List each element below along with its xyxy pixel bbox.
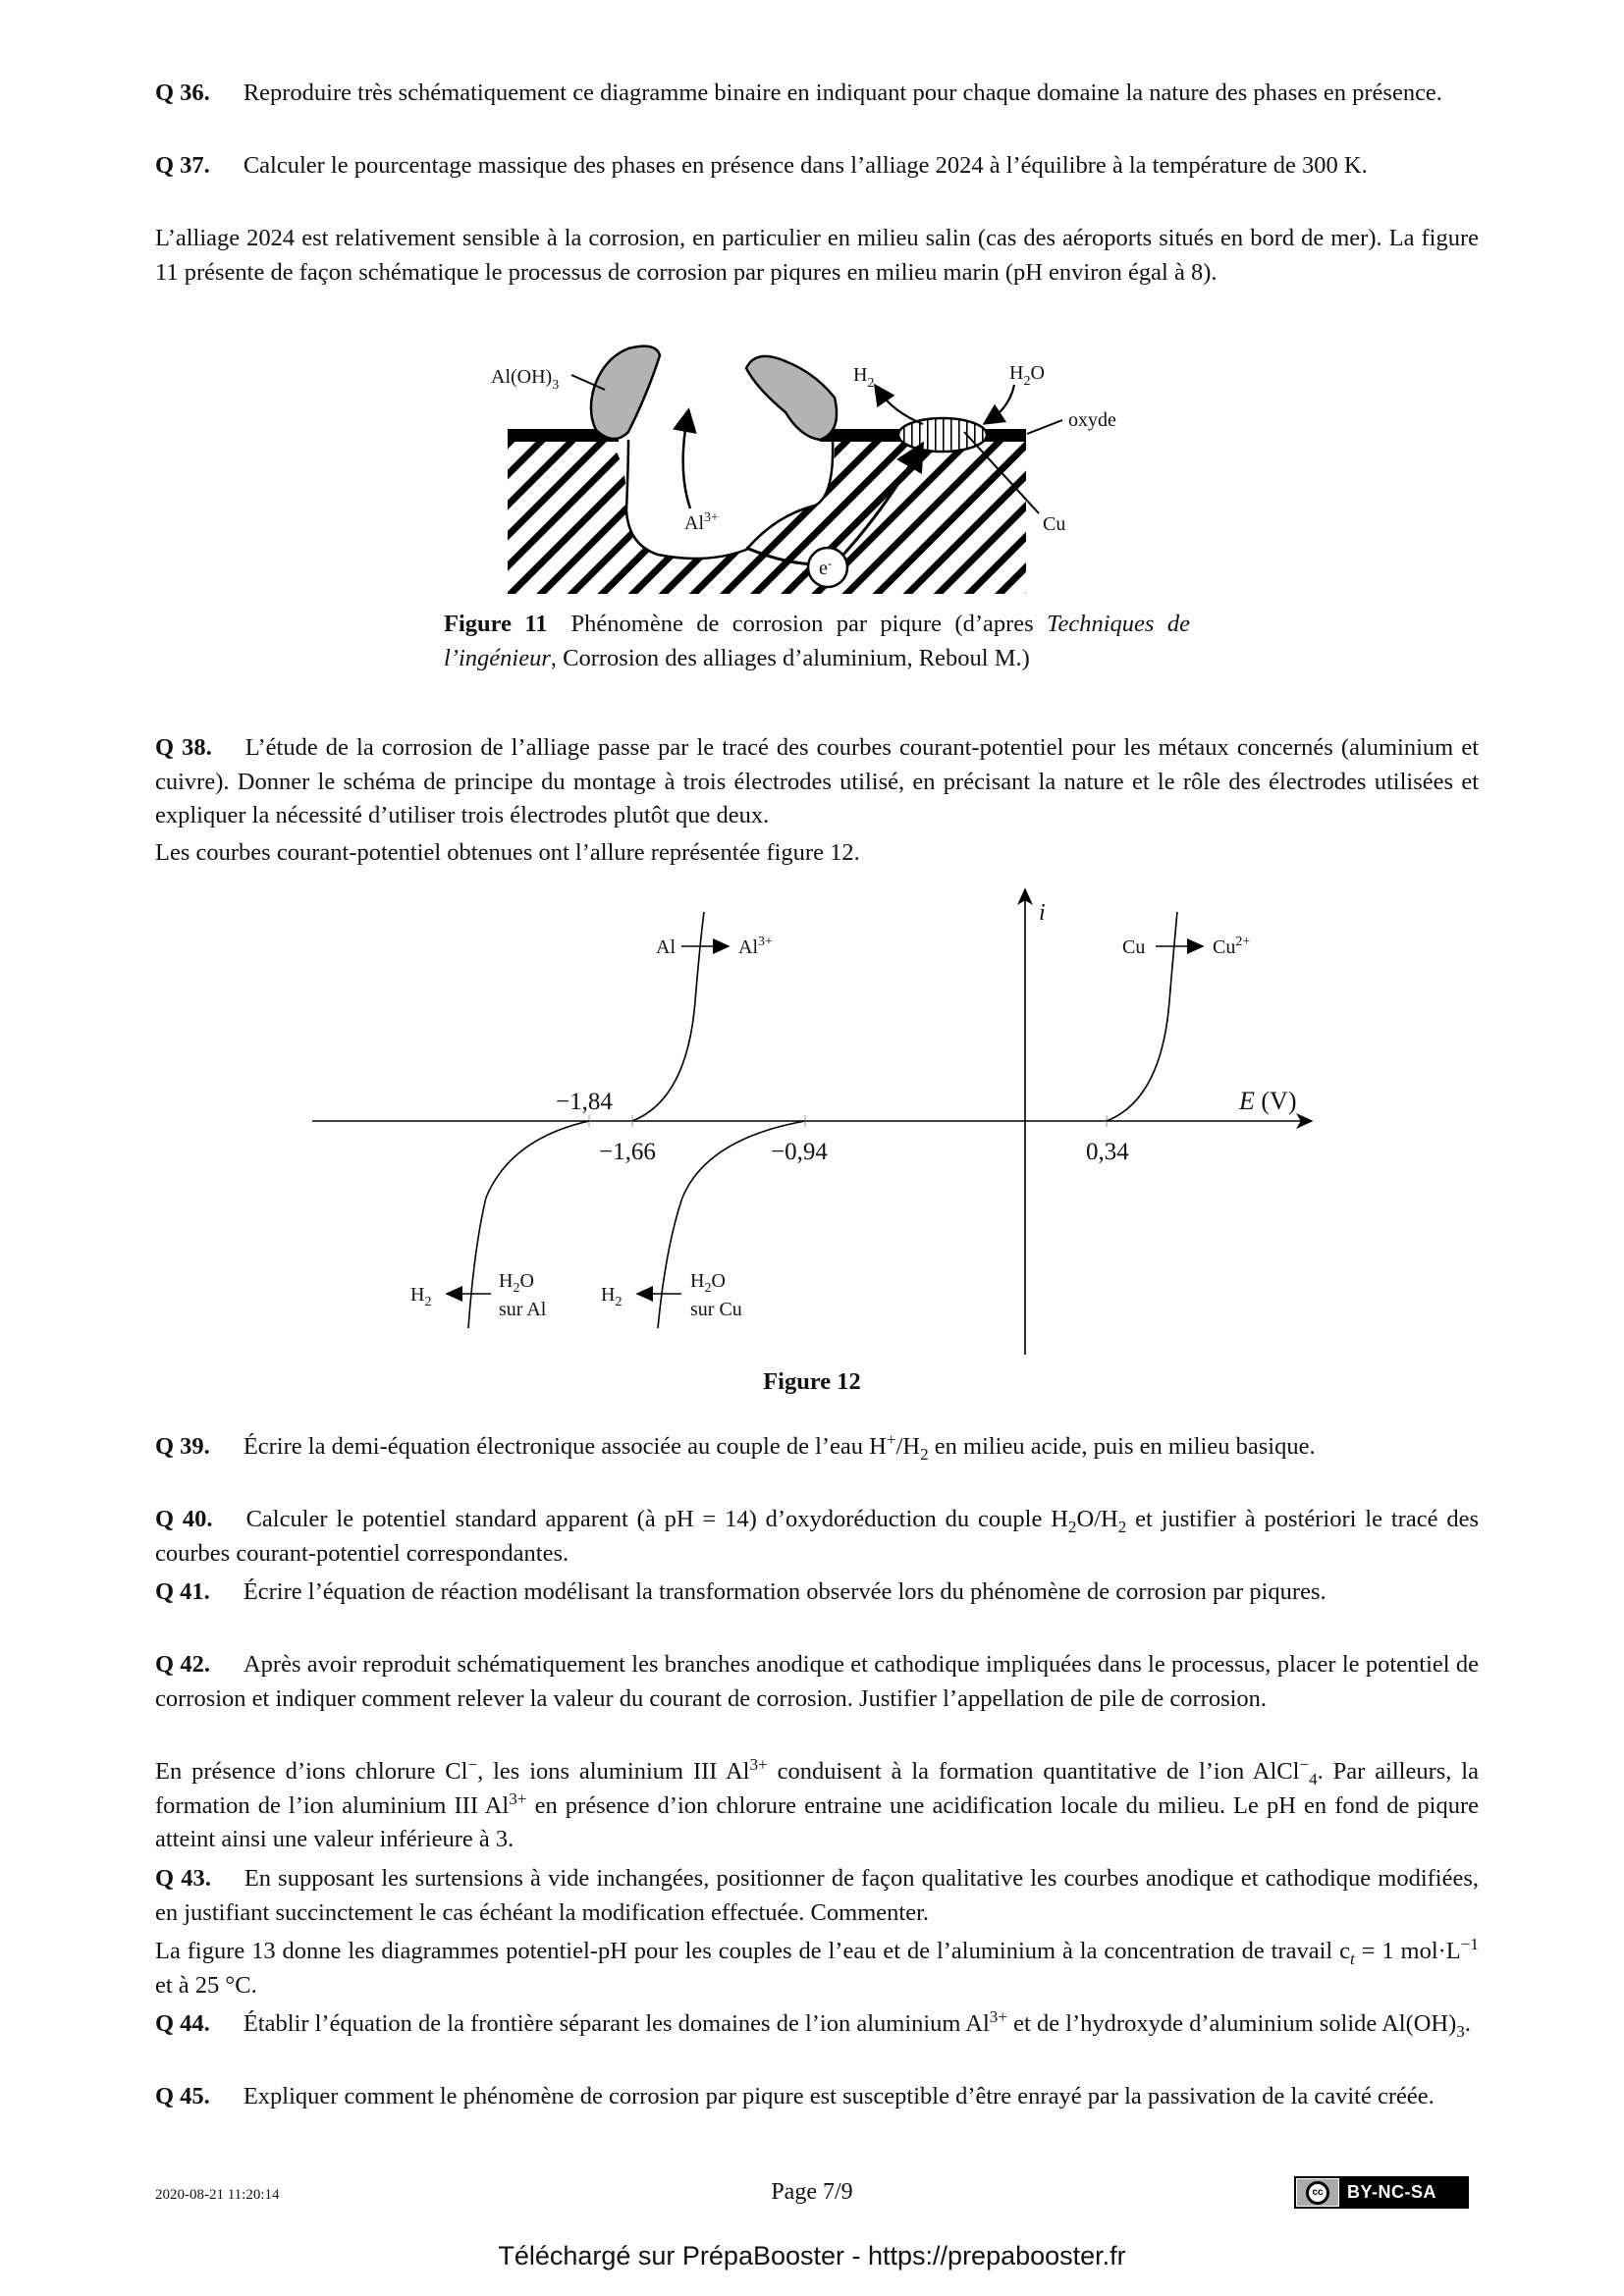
svg-text:i: i — [1039, 900, 1046, 926]
question-45: Q 45. Expliquer comment le phénomène de corrosion par piqure est susceptible d’être enrayé par la passivation de la cavité créée. — [155, 2083, 1435, 2109]
svg-text:−1,84: −1,84 — [556, 1089, 613, 1115]
svg-text:sur Cu: sur Cu — [690, 1299, 742, 1320]
svg-text:Cu2+: $Cu^{2+}$ — [1213, 934, 1251, 958]
question-39: Q 39. Écrire la demi-équation électronique associée au couple de l’eau $H^+/H_2$ en milieu acide, puis en milieu basique. — [155, 1429, 1316, 1464]
svg-text:E (V): E (V) — [1239, 1087, 1297, 1115]
svg-text:0,34: 0,34 — [1086, 1139, 1129, 1165]
svg-text:Al3+: $Al^{3+}$ — [738, 934, 773, 958]
svg-text:H2: $H_2$ — [601, 1284, 623, 1309]
svg-text:H2O: $H_2O$ — [499, 1270, 534, 1296]
question-text: Calculer le pourcentage massique des phases en présence dans l’alliage 2024 à l’équilibre à la température de 300 K. — [243, 152, 1368, 179]
question-40: Q 40. Calculer le potentiel standard apparent (à pH = 14) d’oxydoréduction du couple $H_2O/H_2$ et justifier à postériori le tracé des courbes courant-potentiel correspondantes. — [155, 1506, 1479, 1567]
question-41: Q 41. Écrire l’équation de réaction modélisant la transformation observée lors du phénomène de corrosion par piqures. — [155, 1578, 1326, 1605]
download-source-link[interactable]: Téléchargé sur PrépaBooster - https://prepabooster.fr — [498, 2241, 1126, 2270]
question-number: Q 42. — [155, 1651, 210, 1678]
page-number: Page 7/9 — [771, 2179, 853, 2205]
question-number: Q 43. — [155, 1865, 211, 1892]
license-label: BY-NC-SA — [1347, 2182, 1437, 2202]
svg-text:−0,94: −0,94 — [771, 1139, 828, 1165]
question-37 — [155, 149, 1479, 184]
intro-figure-13: La figure 13 donne les diagrammes potentiel-pH pour les couples de l’eau et de l’aluminium à la concentration de travail $c_t = 1$ $mol\cdot L^{-1}$ et à 25 °C. — [155, 1934, 1479, 1999]
question-number: Q 45. — [155, 2083, 210, 2109]
question-number: Q 36. — [155, 80, 210, 106]
question-number: Q 44. — [155, 2010, 210, 2037]
question-42: Q 42. Après avoir reproduit schématiquement les branches anodique et cathodique impliquées dans le processus, placer le potentiel de corrosion et indiquer comment relever la valeur du courant de corrosion. Justifier l’appellation de pile de corrosion. — [155, 1651, 1479, 1712]
intro-figure-12: Les courbes courant-potentiel obtenues ont l’allure représentée figure 12. — [155, 839, 860, 866]
intro-figure-11: L’alliage 2024 est relativement sensible à la corrosion, en particulier en milieu salin (cas des aéroports situés en bord de mer). La figure 11 présente de façon schématique le processus de corrosion par piqures en milieu marin (pH environ égal à 8). — [155, 225, 1479, 286]
question-number: Q 39. — [155, 1433, 210, 1460]
question-number: Q 37. — [155, 152, 210, 179]
copper-inclusion — [898, 418, 987, 452]
cc-icon: cc — [1296, 2178, 1339, 2207]
svg-text:Al(OH)3: $Al(OH)_3$ — [491, 366, 560, 393]
svg-text:Al3+: $Al^{3+}$ — [684, 510, 719, 534]
question-number: Q 40. — [155, 1506, 213, 1532]
question-36 — [155, 77, 1479, 111]
h2-arrow-icon — [879, 391, 923, 424]
svg-text:oxyde: oxyde — [1068, 409, 1116, 431]
svg-text:H2O: $H_2O$ — [690, 1270, 726, 1296]
metal-substrate — [508, 442, 1026, 594]
question-38 — [155, 731, 1479, 833]
figure-11-diagram — [481, 339, 1159, 604]
footer-timestamp: 2020-08-21 11:20:14 — [155, 2187, 280, 2203]
svg-text:H2: $H_2$ — [410, 1284, 432, 1309]
svg-text:Cu: Cu — [1043, 513, 1066, 535]
figure-12-label: Figure 12 — [763, 1368, 861, 1395]
question-text: L’étude de la corrosion de l’alliage passe par le tracé des courbes courant-potentiel pour les métaux concernés (aluminium et cuivre). Donner le schéma de principe du montage à trois électrodes utilisé, en précisant la nature et le rôle des électrodes utilisées et expliquer la nécessité d’utiliser trois électrodes plutôt que deux. — [155, 734, 1479, 828]
svg-text:Cu: Cu — [1122, 936, 1146, 958]
svg-text:sur Al: sur Al — [499, 1299, 547, 1320]
cc-license-badge[interactable] — [1294, 2176, 1469, 2209]
figure-12-chart — [295, 879, 1335, 1364]
question-43: Q 43. En supposant les surtensions à vide inchangées, positionner de façon qualitative les courbes anodique et cathodique modifiées, en justifiant succinctement le cas échéant la modification effectuée. Commenter. — [155, 1865, 1479, 1926]
svg-text:e-: e- — [819, 556, 833, 579]
svg-text:−1,66: −1,66 — [599, 1139, 656, 1165]
svg-text:Al: Al — [656, 936, 676, 958]
question-number: Q 38. — [155, 734, 212, 761]
question-number: Q 41. — [155, 1578, 210, 1605]
svg-text:H2: $H_2$ — [853, 364, 875, 391]
aloh3-deposit-right — [746, 356, 837, 440]
question-text: Reproduire très schématiquement ce diagramme binaire en indiquant pour chaque domaine la nature des phases en présence. — [243, 80, 1442, 106]
question-44: Q 44. Établir l’équation de la frontière séparant les domaines de l’ion aluminium $Al^{3+}$ et de l’hydroxyde d’aluminium solide $Al(OH)_3$. — [155, 2006, 1471, 2041]
chloride-paragraph: En présence d’ions chlorure Cl−, les ions aluminium III $Al^{3+}$ conduisent à la formation quantitative de l’ion AlCl−$_4$. Par ailleurs, la formation de l’ion aluminium III $Al^{3+}$ en présence d’ion chlorure entraine une acidification locale du milieu. Le pH en fond de piqure atteint ainsi une valeur inférieure à 3. — [155, 1754, 1479, 1852]
al3-arrow-icon — [683, 417, 690, 508]
svg-text:H2O: $H_2O$ — [1009, 362, 1045, 389]
curve-h2o-on-al — [468, 1121, 589, 1328]
figure-11-caption: Figure 11 Phénomène de corrosion par piqure (d’apres Techniques de l’ingénieur, Corrosion des alliages d’aluminium, Reboul M.) — [444, 611, 1191, 671]
caption-label: Figure 11 — [444, 611, 548, 637]
h2o-arrow-icon — [990, 385, 1014, 420]
aloh3-deposit-left — [591, 347, 660, 439]
